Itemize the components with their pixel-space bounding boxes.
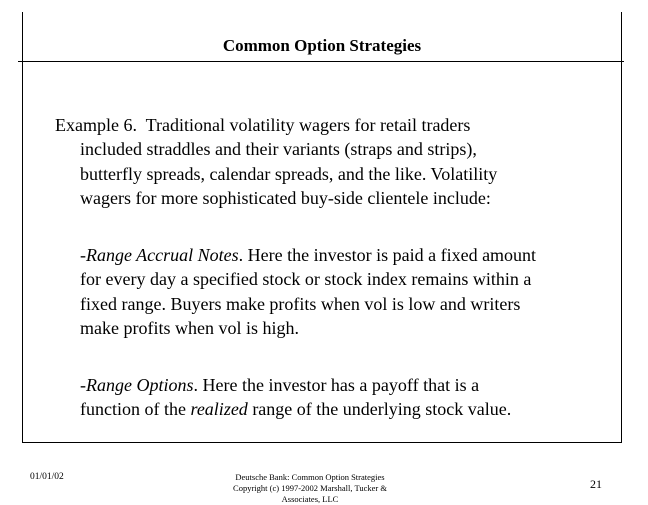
example-paragraph xyxy=(55,113,575,210)
range-accrual-paragraph xyxy=(80,243,620,340)
footer-line-3: Associates, LLC xyxy=(281,494,339,504)
range-options-paragraph xyxy=(80,373,620,422)
example-line-2: included straddles and their variants (straps and strips), xyxy=(80,139,477,160)
range-options-name: -Range Options xyxy=(80,375,194,395)
range-options-line-1: . Here the investor has a payoff that is a xyxy=(193,375,480,395)
range-accrual-line-1: . Here the investor is paid a fixed amount xyxy=(238,245,537,265)
example-label: Example 6. xyxy=(55,115,137,135)
range-accrual-line-2: for every day a specified stock or stock index remains within a xyxy=(80,269,532,290)
range-accrual-line-4: make profits when vol is high. xyxy=(80,317,299,338)
footer-date: 01/01/02 xyxy=(30,472,64,482)
footer-line-2: Copyright (c) 1997-2002 Marshall, Tucker & xyxy=(233,483,387,493)
range-accrual-name: -Range Accrual Notes xyxy=(80,245,239,265)
page-number: 21 xyxy=(590,477,602,491)
example-line-4: wagers for more sophisticated buy-side clientele include: xyxy=(80,187,491,208)
footer-line-1: Deutsche Bank: Common Option Strategies xyxy=(235,472,385,482)
range-options-line-2-end: range of the underlying stock value. xyxy=(247,399,512,420)
range-accrual-line-3: fixed range. Buyers make profits when vol is low and writers xyxy=(80,293,521,314)
realized-emphasis: realized xyxy=(190,399,248,420)
slide-title: Common Option Strategies xyxy=(222,36,422,55)
example-line-3: butterfly spreads, calendar spreads, and the like. Volatility xyxy=(80,163,498,184)
title-rule xyxy=(18,61,624,62)
range-options-line-2-start: function of the xyxy=(80,399,191,420)
example-line-1: Traditional volatility wagers for retail traders xyxy=(145,115,471,135)
footer-copyright xyxy=(210,472,410,505)
